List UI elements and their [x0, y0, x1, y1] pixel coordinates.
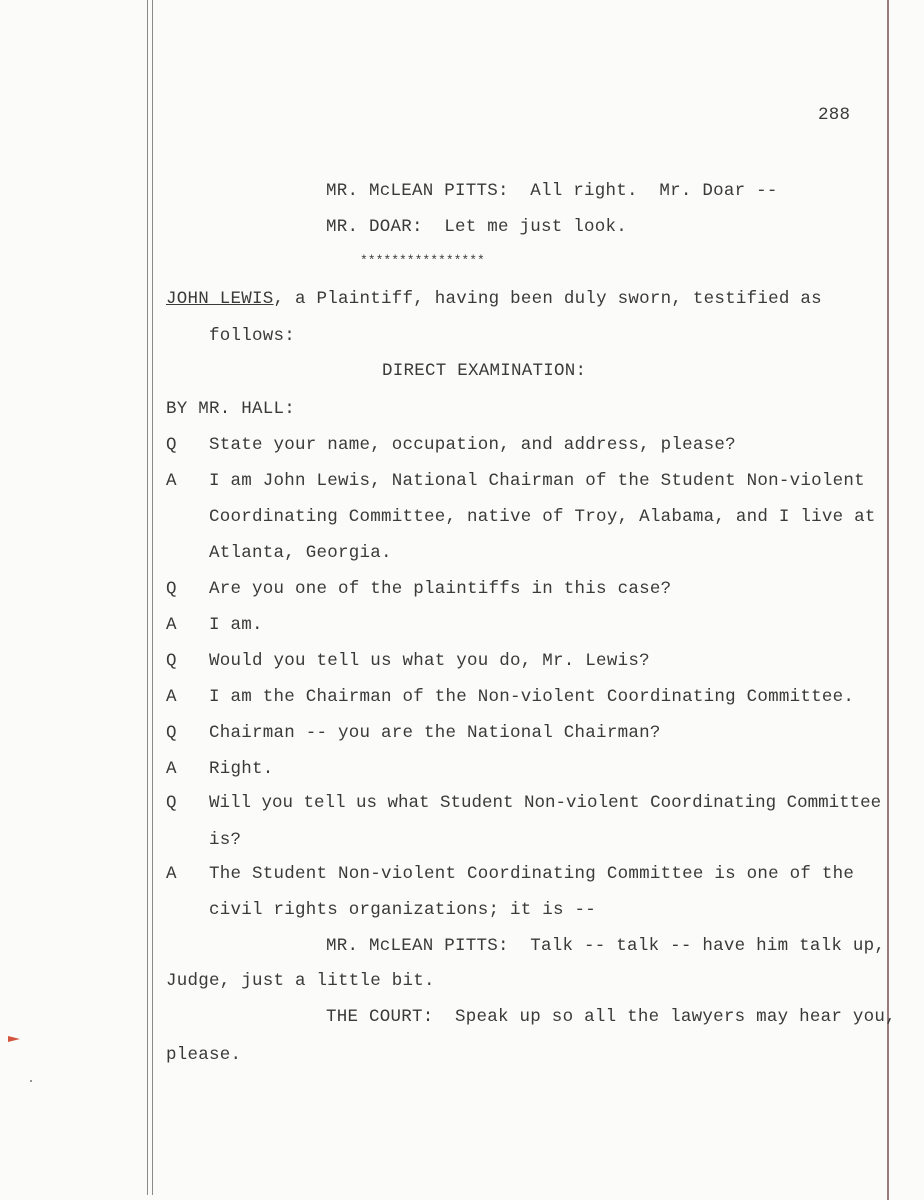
speech-text: All right. Mr. Doar --: [530, 181, 778, 201]
qa-text: Right.: [209, 759, 274, 779]
page-number: 288: [818, 105, 851, 125]
text-line: civil rights organizations; it is --: [209, 900, 597, 920]
speaker-line: [326, 935, 885, 957]
text-line: follows:: [209, 326, 296, 346]
text-line: please.: [166, 1045, 242, 1065]
qa-label: A: [166, 615, 177, 635]
qa-label: Q: [166, 579, 177, 599]
qa-line: [166, 686, 855, 708]
qa-text: Would you tell us what you do, Mr. Lewis?: [209, 651, 650, 671]
qa-label: Q: [166, 793, 177, 813]
speaker-label: MR. McLEAN PITTS:: [326, 181, 509, 201]
red-arrow-mark: [8, 1036, 20, 1042]
text-line: Coordinating Committee, native of Troy, Alabama, and I live at: [209, 507, 876, 527]
qa-line: [166, 470, 865, 492]
speaker-line: [326, 180, 778, 202]
qa-text: Will you tell us what Student Non-violent Coordinating Committee: [209, 793, 882, 813]
examiner-line: BY MR. HALL:: [166, 399, 296, 419]
qa-label: Q: [166, 723, 177, 743]
qa-line: [166, 792, 882, 814]
witness-text: , a Plaintiff, having been duly sworn, testified as: [273, 289, 822, 309]
section-heading: DIRECT EXAMINATION:: [382, 361, 587, 381]
qa-label: Q: [166, 435, 177, 455]
speaker-line: [326, 1006, 896, 1028]
text-line: is?: [209, 830, 242, 850]
qa-line: [166, 722, 661, 744]
speech-text: Let me just look.: [444, 217, 628, 237]
qa-line: [166, 863, 855, 885]
qa-text: The Student Non-violent Coordinating Committee is one of the: [209, 864, 855, 884]
speaker-line: [326, 216, 627, 238]
speaker-label: MR. DOAR:: [326, 217, 423, 237]
margin-rule-left-inner: [152, 0, 153, 1195]
qa-label: Q: [166, 651, 177, 671]
qa-label: A: [166, 471, 177, 491]
qa-line: [166, 434, 736, 456]
qa-label: A: [166, 759, 177, 779]
margin-rule-left-outer: [147, 0, 148, 1195]
speaker-label: THE COURT:: [326, 1007, 434, 1027]
text-line: Judge, just a little bit.: [166, 971, 435, 991]
qa-text: Are you one of the plaintiffs in this case?: [209, 579, 672, 599]
qa-text: I am the Chairman of the Non-violent Coordinating Committee.: [209, 687, 855, 707]
witness-line: [166, 288, 822, 310]
qa-line: [166, 650, 650, 672]
qa-text: I am John Lewis, National Chairman of the Student Non-violent: [209, 471, 865, 491]
qa-line: [166, 758, 274, 780]
text-line: Atlanta, Georgia.: [209, 543, 392, 563]
qa-line: [166, 578, 672, 600]
stray-dot: [30, 1080, 32, 1082]
witness-name: JOHN LEWIS: [166, 289, 274, 309]
qa-text: Chairman -- you are the National Chairman?: [209, 723, 661, 743]
qa-text: State your name, occupation, and address, please?: [209, 435, 736, 455]
separator-stars: ****************: [360, 253, 485, 268]
qa-text: I am.: [209, 615, 263, 635]
qa-label: A: [166, 864, 177, 884]
speech-text: Talk -- talk -- have him talk up,: [530, 936, 886, 956]
speaker-label: MR. McLEAN PITTS:: [326, 936, 509, 956]
qa-line: [166, 614, 263, 636]
qa-label: A: [166, 687, 177, 707]
speech-text: Speak up so all the lawyers may hear you,: [455, 1007, 896, 1027]
